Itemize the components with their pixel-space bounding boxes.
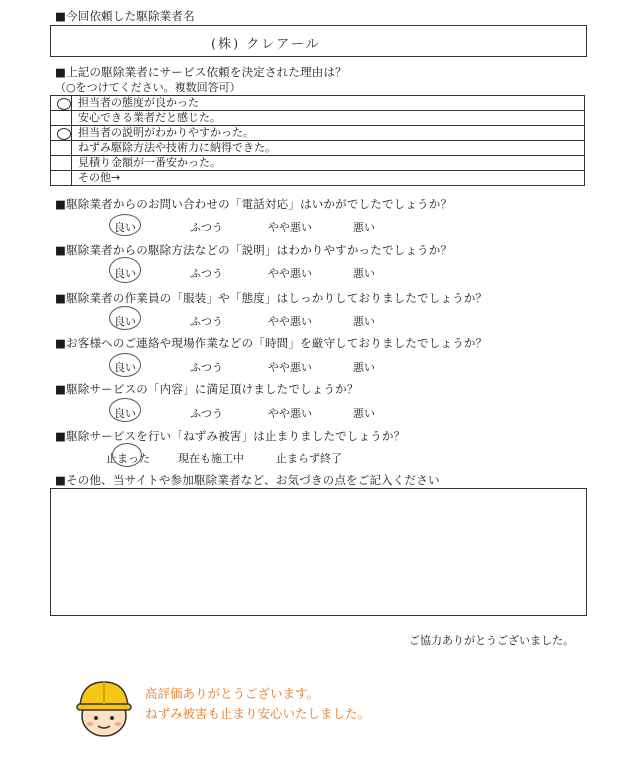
rating-option-normal[interactable]: ふつう <box>190 315 223 328</box>
rating-question-text: ■駆除業者からの駆除方法などの「説明」はわかりやすかったでしょうか？ <box>55 243 453 257</box>
reply-line-1: 高評価ありがとうございます。 <box>145 686 320 701</box>
reason-option-label: 担当者の説明がわかりやすかった。 <box>72 126 585 141</box>
reason-option-row[interactable] <box>51 111 585 126</box>
rating-option-bad[interactable]: 悪い <box>353 407 375 420</box>
reason-checkbox[interactable] <box>51 111 72 126</box>
reply-line-2: ねずみ被害も止まり安心いたしました。 <box>145 706 371 721</box>
rating-option-normal[interactable]: ふつう <box>190 407 223 420</box>
rating-option-good[interactable]: 良い <box>114 407 136 420</box>
circle-mark-icon <box>57 98 71 110</box>
selected-circle-icon <box>109 257 141 283</box>
closing-thanks: ご協力ありがとうございました。 <box>409 634 574 647</box>
company-name-field[interactable] <box>50 25 587 57</box>
rating-option-somewhat-bad[interactable]: やや悪い <box>268 221 312 234</box>
selected-circle-icon <box>109 398 141 422</box>
selected-circle-icon <box>112 443 142 467</box>
rating-option-normal[interactable]: ふつう <box>190 361 223 374</box>
rating-option-good[interactable]: 良い <box>114 267 136 280</box>
selected-circle-icon <box>109 353 141 377</box>
rating-option-good[interactable]: 良い <box>114 361 136 374</box>
rating-option-somewhat-bad[interactable]: やや悪い <box>268 361 312 374</box>
rating-option-bad[interactable]: 悪い <box>353 267 375 280</box>
company-name-handwritten: (株) クレアール <box>211 37 321 52</box>
reason-option-row[interactable] <box>51 96 585 111</box>
reason-option-row[interactable] <box>51 171 585 186</box>
reason-options-table <box>50 95 585 186</box>
rating-option-bad[interactable]: 悪い <box>353 221 375 234</box>
company-question-heading: ■今回依頼した駆除業者名 <box>55 9 195 23</box>
reason-option-label: 見積り金額が一番安かった。 <box>72 156 585 171</box>
rating-option-bad[interactable]: 悪い <box>353 361 375 374</box>
rating-question-text: ■駆除業者からのお問い合わせの「電話対応」はいかがでしたでしょうか？ <box>55 197 453 211</box>
reason-checkbox[interactable] <box>51 171 72 186</box>
result-option-not-stopped[interactable]: 止まらず終了 <box>276 452 342 465</box>
result-option-in-progress[interactable]: 現在も施工中 <box>178 452 244 465</box>
comments-heading: ■その他、当サイトや参加駆除業者など、お気づきの点をご記入ください <box>55 473 440 487</box>
selected-circle-icon <box>109 306 141 330</box>
rating-option-bad[interactable]: 悪い <box>353 315 375 328</box>
reason-checkbox[interactable] <box>51 141 72 156</box>
result-question-text: ■駆除サービスを行い「ねずみ被害」は止まりましたでしょうか？ <box>55 429 406 443</box>
rating-option-somewhat-bad[interactable]: やや悪い <box>268 315 312 328</box>
reason-instruction: （○をつけてください。複数回答可） <box>55 81 241 94</box>
circle-mark-icon <box>57 128 71 140</box>
rating-option-somewhat-bad[interactable]: やや悪い <box>268 267 312 280</box>
reason-option-label: 安心できる業者だと感じた。 <box>72 111 585 126</box>
reason-option-label: ねずみ駆除方法や技術力に納得できた。 <box>72 141 585 156</box>
reason-option-row[interactable] <box>51 141 585 156</box>
reason-checkbox[interactable] <box>51 126 72 141</box>
rating-question-text: ■駆除サービスの「内容」に満足頂けましたでしょうか？ <box>55 382 359 396</box>
reason-checkbox[interactable] <box>51 96 72 111</box>
selected-circle-icon <box>109 214 141 236</box>
rating-option-good[interactable]: 良い <box>114 221 136 234</box>
result-option-stopped[interactable]: 止まった <box>106 452 150 465</box>
reason-option-row[interactable] <box>51 126 585 141</box>
rating-option-normal[interactable]: ふつう <box>190 221 223 234</box>
rating-option-good[interactable]: 良い <box>114 315 136 328</box>
comments-field[interactable] <box>50 488 587 616</box>
reason-option-row[interactable] <box>51 156 585 171</box>
reason-checkbox[interactable] <box>51 156 72 171</box>
rating-question-text: ■お客様へのご連絡や現場作業などの「時間」を厳守しておりましたでしょうか？ <box>55 336 488 350</box>
reason-question-heading: ■上記の駆除業者にサービス依頼を決定された理由は？ <box>55 65 347 79</box>
rating-option-normal[interactable]: ふつう <box>190 267 223 280</box>
worker-avatar-icon <box>74 676 134 740</box>
reason-option-label: その他→ <box>72 171 585 186</box>
rating-option-somewhat-bad[interactable]: やや悪い <box>268 407 312 420</box>
rating-question-text: ■駆除業者の作業員の「服装」や「態度」はしっかりしておりましたでしょうか？ <box>55 291 488 305</box>
reason-option-label: 担当者の態度が良かった <box>72 96 585 111</box>
